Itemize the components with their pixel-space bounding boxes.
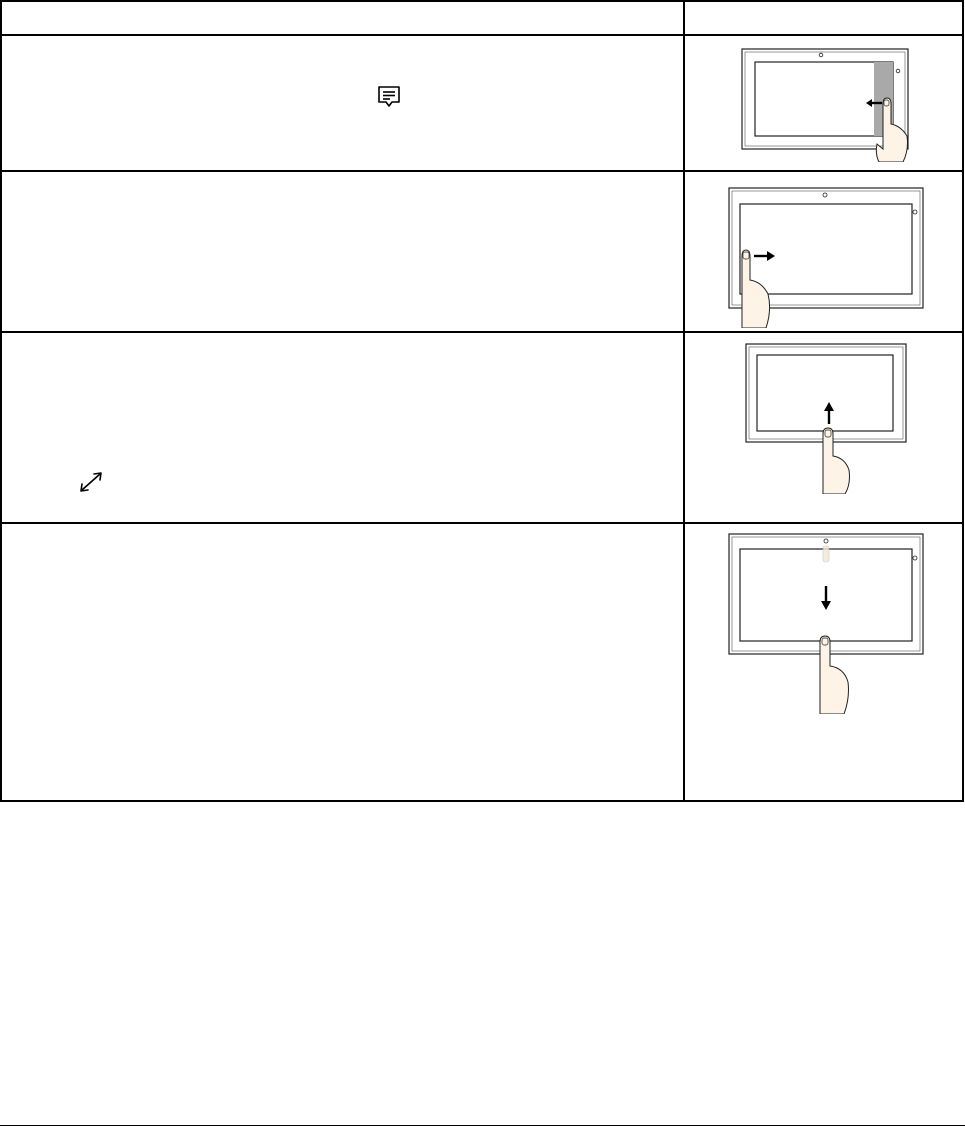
column-divider — [683, 0, 685, 802]
resize-diagonal-arrow-icon — [78, 470, 104, 494]
action-center-icon — [377, 85, 401, 109]
row-divider — [0, 170, 964, 172]
row-divider — [0, 34, 964, 36]
swipe-bottom-edge-illustration — [743, 340, 909, 494]
row-divider — [0, 522, 964, 524]
swipe-right-edge-illustration — [735, 44, 915, 162]
swipe-top-edge-illustration — [726, 530, 926, 714]
footer-rule — [0, 1125, 965, 1126]
row-divider — [0, 331, 964, 333]
swipe-left-edge-illustration — [726, 180, 926, 328]
